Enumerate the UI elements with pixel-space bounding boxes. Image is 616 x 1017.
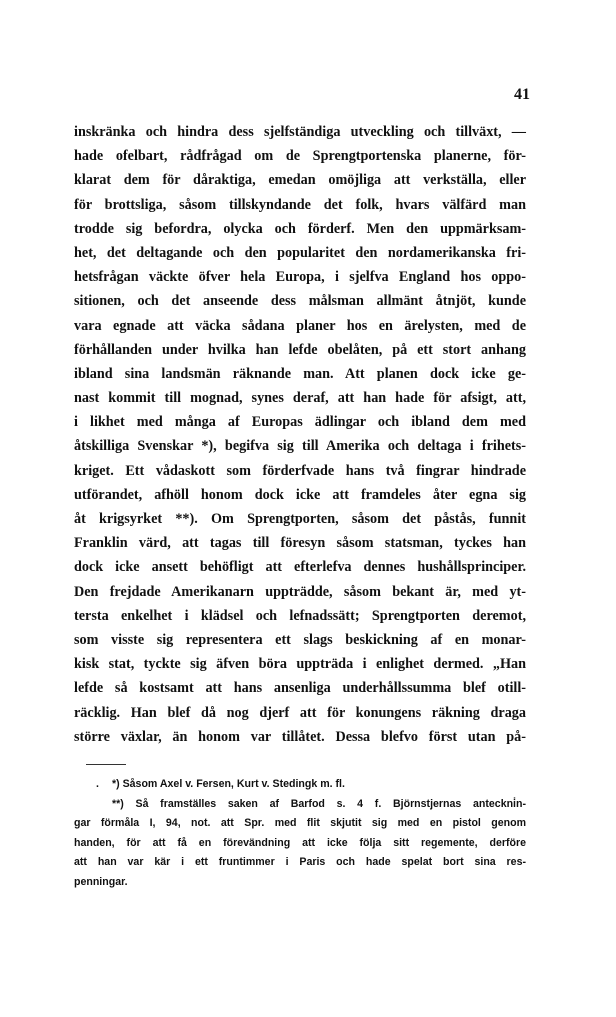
text-line: tersta enkelhet i klädsel och lefnadssätt; Sprengtporten deremot,: [74, 607, 526, 624]
text-line: åt krigsyrket **). Om Sprengtporten, såsom det påstås, funnit: [74, 511, 526, 527]
text-line: sitionen, och det anseende dess målsman allmänt åtnjöt, kunde: [74, 293, 526, 310]
text-line: dock icke ansett behöfligt att efterlefva dennes hushållsprinciper.: [74, 559, 526, 576]
text-line: trodde sig befordra, olycka och förderf. Men den uppmärksam-: [74, 220, 526, 237]
text-line: förhållanden under hvilka han lefde obelåten, på ett stort anhang: [74, 341, 526, 358]
text-line: lefde så kostsamt att hans ansenliga underhållssumma blef otill-: [74, 680, 526, 697]
text-line: för brottsliga, såsom tillskyndande det folk, hvars välfärd man: [74, 196, 526, 213]
text-line: räcklig. Han blef då nog djerf att för konungens räkning draga: [74, 704, 526, 721]
footnote-2-line: penningar.: [74, 875, 128, 888]
text-line: nast kommit till mognad, synes deraf, att han hade för afsigt, att,: [74, 390, 526, 407]
text-line: Franklin värd, att tagas till föresyn såsom statsman, tyckes han: [74, 535, 526, 552]
text-line: het, det deltagande och den popularitet den nordamerikanska fri-: [74, 244, 526, 261]
footnote-divider: [86, 764, 126, 765]
text-line: klarat dem för dåraktiga, emedan omöjliga att verkställa, eller: [74, 172, 526, 189]
footnote-2-line: handen, för att få en förevändning att icke följa sitt regemente, derföre: [74, 836, 526, 849]
text-line: utförandet, afhöll honom dock icke att framdeles åter egna sig: [74, 486, 526, 503]
text-line: hade ofelbart, rådfrågad om de Sprengtportenska planerne, för-: [74, 148, 526, 165]
text-line: vara egnade att väcka sådana planer hos en ärelysten, med de: [74, 317, 526, 334]
text-line: hetsfrågan väckte öfver hela Europa, i sjelfva England hos oppo-: [74, 269, 526, 286]
footnote-1-text: *) Såsom Axel v. Fersen, Kurt v. Stedingk m. fl.: [112, 778, 345, 790]
text-line: Den frejdade Amerikanarn uppträdde, såsom bekant är, med yt-: [74, 583, 526, 600]
text-line: inskränka och hindra dess sjelfständiga utveckling och tillväxt, —: [74, 124, 526, 140]
text-line: i likhet med många af Europas ädlingar och ibland dem med: [74, 414, 526, 431]
text-line: kisk stat, tyckte sig äfven böra uppträda i enlighet dermed. „Han: [74, 656, 526, 673]
text-line: ibland sina landsmän räknande man. Att planen dock icke ge-: [74, 365, 526, 382]
text-line: större växlar, än honom var tillåtet. Dessa blefvo först utan på-: [74, 728, 526, 745]
footnote-2-line: **) Så framställes saken af Barfod s. 4 f. Björnstjernas anteckni̇n-: [112, 797, 526, 810]
text-line: åtskilliga Svenskar *), begifva sig till Amerika och deltaga i frihets-: [74, 438, 526, 455]
text-line: som visste sig representera ett slags beskickning af en monar-: [74, 631, 526, 648]
page-number: 41: [514, 86, 530, 103]
footnote-2-line: att han var kär i ett fruntimmer i Paris och hade spelat bort sina res-: [74, 856, 526, 869]
footnote-1: [74, 775, 526, 795]
footnote-2-line: gar förmåla I, 94, not. att Spr. med flit skjutit sig med en pistol genom: [74, 817, 526, 830]
footnotes: [74, 775, 526, 893]
stray-mark: .: [96, 778, 99, 790]
text-line: kriget. Ett vådaskott som förderfvade hans två fingrar hindrade: [74, 462, 526, 479]
main-text: [74, 120, 526, 749]
